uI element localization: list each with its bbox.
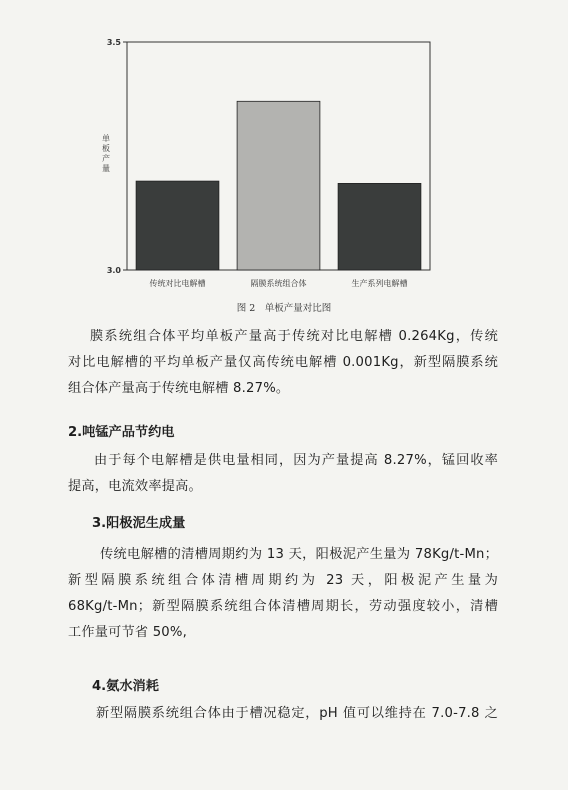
section-heading-3: 3.阳极泥生成量 (92, 516, 186, 531)
section-heading-4: 4.氨水消耗 (92, 679, 159, 694)
paragraph-4 (68, 701, 498, 727)
text-line: 新型隔膜系统组合体清槽周期约为 23 天，阳极泥产生量为 (68, 573, 498, 588)
section-heading-2: 2.吨锰产品节约电 (68, 425, 175, 440)
bar-3 (338, 183, 421, 270)
text-line: 新型隔膜系统组合体由于槽况稳定，pH 值可以维持在 7.0-7.8 之 (96, 706, 498, 721)
text-line: 工作量可节省 50%, (68, 625, 188, 640)
x-tick-label: 生产系列电解槽 (351, 279, 408, 288)
bar-1 (136, 181, 219, 270)
y-axis-label: 单板产量 (102, 134, 110, 173)
paragraph-1 (68, 324, 498, 402)
x-tick-label: 隔膜系统组合体 (250, 279, 307, 288)
x-tick-label: 传统对比电解槽 (149, 279, 206, 288)
paragraph-3 (68, 542, 498, 646)
y-tick-label: 3.0 (106, 266, 121, 275)
y-tick-label: 3.5 (106, 38, 121, 47)
text-line: 膜系统组合体平均单板产量高于传统对比电解槽 0.264Kg，传统 (90, 329, 498, 344)
bar-2 (237, 101, 320, 270)
paragraph-2 (68, 448, 498, 500)
text-line: 传统电解槽的清槽周期约为 13 天，阳极泥产生量为 78Kg/t-Mn； (100, 547, 498, 562)
text-line: 68Kg/t-Mn；新型隔膜系统组合体清槽周期长，劳动强度较小，清槽 (68, 599, 498, 614)
figure-caption: 图 2 单板产量对比图 (236, 303, 332, 314)
text-line: 对比电解槽的平均单板产量仅高传统电解槽 0.001Kg，新型隔膜系统 (68, 355, 498, 370)
bar-chart (90, 30, 450, 295)
text-line: 提高，电流效率提高。 (68, 479, 202, 494)
text-line: 由于每个电解槽是供电量相同，因为产量提高 8.27%，锰回收率 (94, 453, 498, 468)
text-line: 组合体产量高于传统电解槽 8.27%。 (68, 381, 290, 396)
